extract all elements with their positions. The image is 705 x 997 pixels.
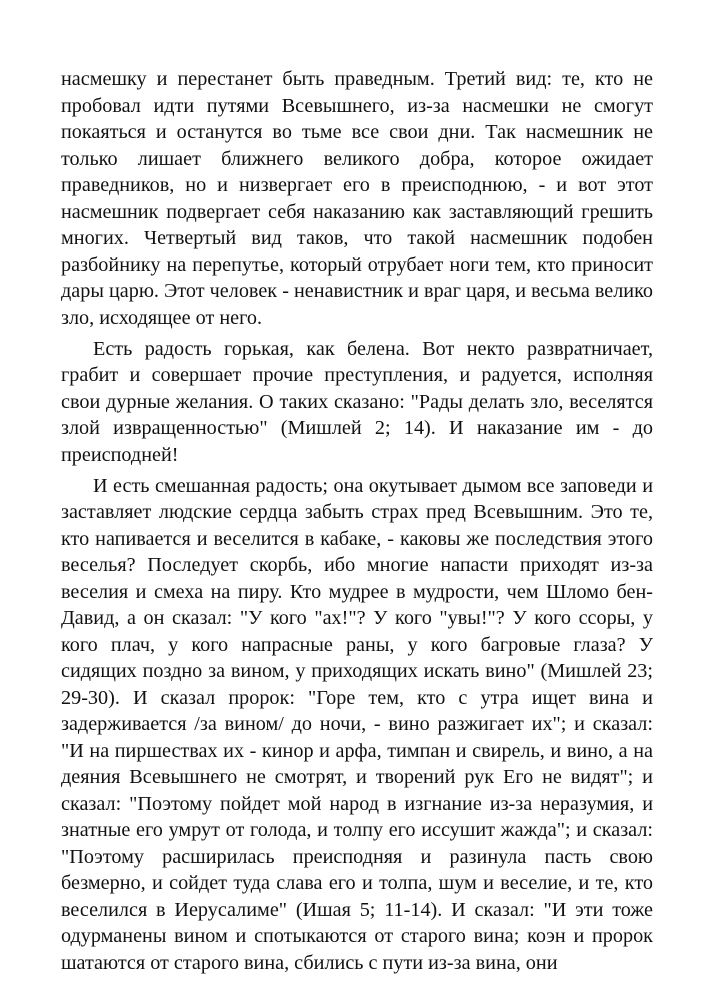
document-page: [61, 66, 653, 981]
paragraph-3: И есть смешанная радость; она окутывает дымом все заповеди и заставляет людские сердца забыть страх пред Всевышним. Это те, кто напивается и веселится в кабаке, - каковы же последствия этого веселья? Последует скорбь, ибо многие напасти приходят из-за веселия и смеха на пиру. Кто мудрее в мудрости, чем Шломо бен-Давид, а он сказал: "У кого "ах!"? У кого "увы!"? У кого ссоры, у кого плач, у кого напрасные раны, у кого багровые глаза? У сидящих поздно за вином, у приходящих искать вино" (Мишлей 23; 29-30). И сказал пророк: "Горе тем, кто с утра ищет вина и задерживается /за вином/ до ночи, - вино разжигает их"; и сказал: "И на пиршествах их - кинор и арфа, тимпан и свирель, и вино, а на деяния Всевышнего не смотрят, и творений рук Его не видят"; и сказал: "Поэтому пойдет мой народ в изгнание из-за неразумия, и знатные его умрут от голода, и толпу его иссушит жажда"; и сказал: "Поэтому расширилась преисподняя и разинула пасть свою безмерно, и сойдет туда слава его и толпа, шум и веселие, и те, кто веселился в Иерусалиме" (Ишая 5; 11-14). И сказал: "И эти тоже одурманены вином и спотыкаются от старого вина; коэн и пророк шатаются от старого вина, сбились с пути из-за вина, они: [61, 474, 653, 974]
paragraph-2: Есть радость горькая, как белена. Вот некто развратничает, грабит и совершает прочие преступления, и радуется, исполняя свои дурные желания. О таких сказано: "Рады делать зло, веселятся злой извращенностью" (Мишлей 2; 14). И наказание им - до преисподней!: [61, 337, 653, 466]
paragraph-1: насмешку и перестанет быть праведным. Третий вид: те, кто не пробовал идти путями Всевышнего, из-за насмешки не смогут покаяться и останутся во тьме все свои дни. Так насмешник не только лишает ближнего великого добра, которое ожидает праведников, но и низвергает его в преисподнюю, - и вот этот насмешник подвергает себя наказанию как заставляющий грешить многих. Четвертый вид таков, что такой насмешник подобен разбойнику на перепутье, который отрубает ноги тем, кто приносит дары царю. Этот человек - ненавистник и враг царя, и весьма велико зло, исходящее от него.: [61, 68, 653, 329]
